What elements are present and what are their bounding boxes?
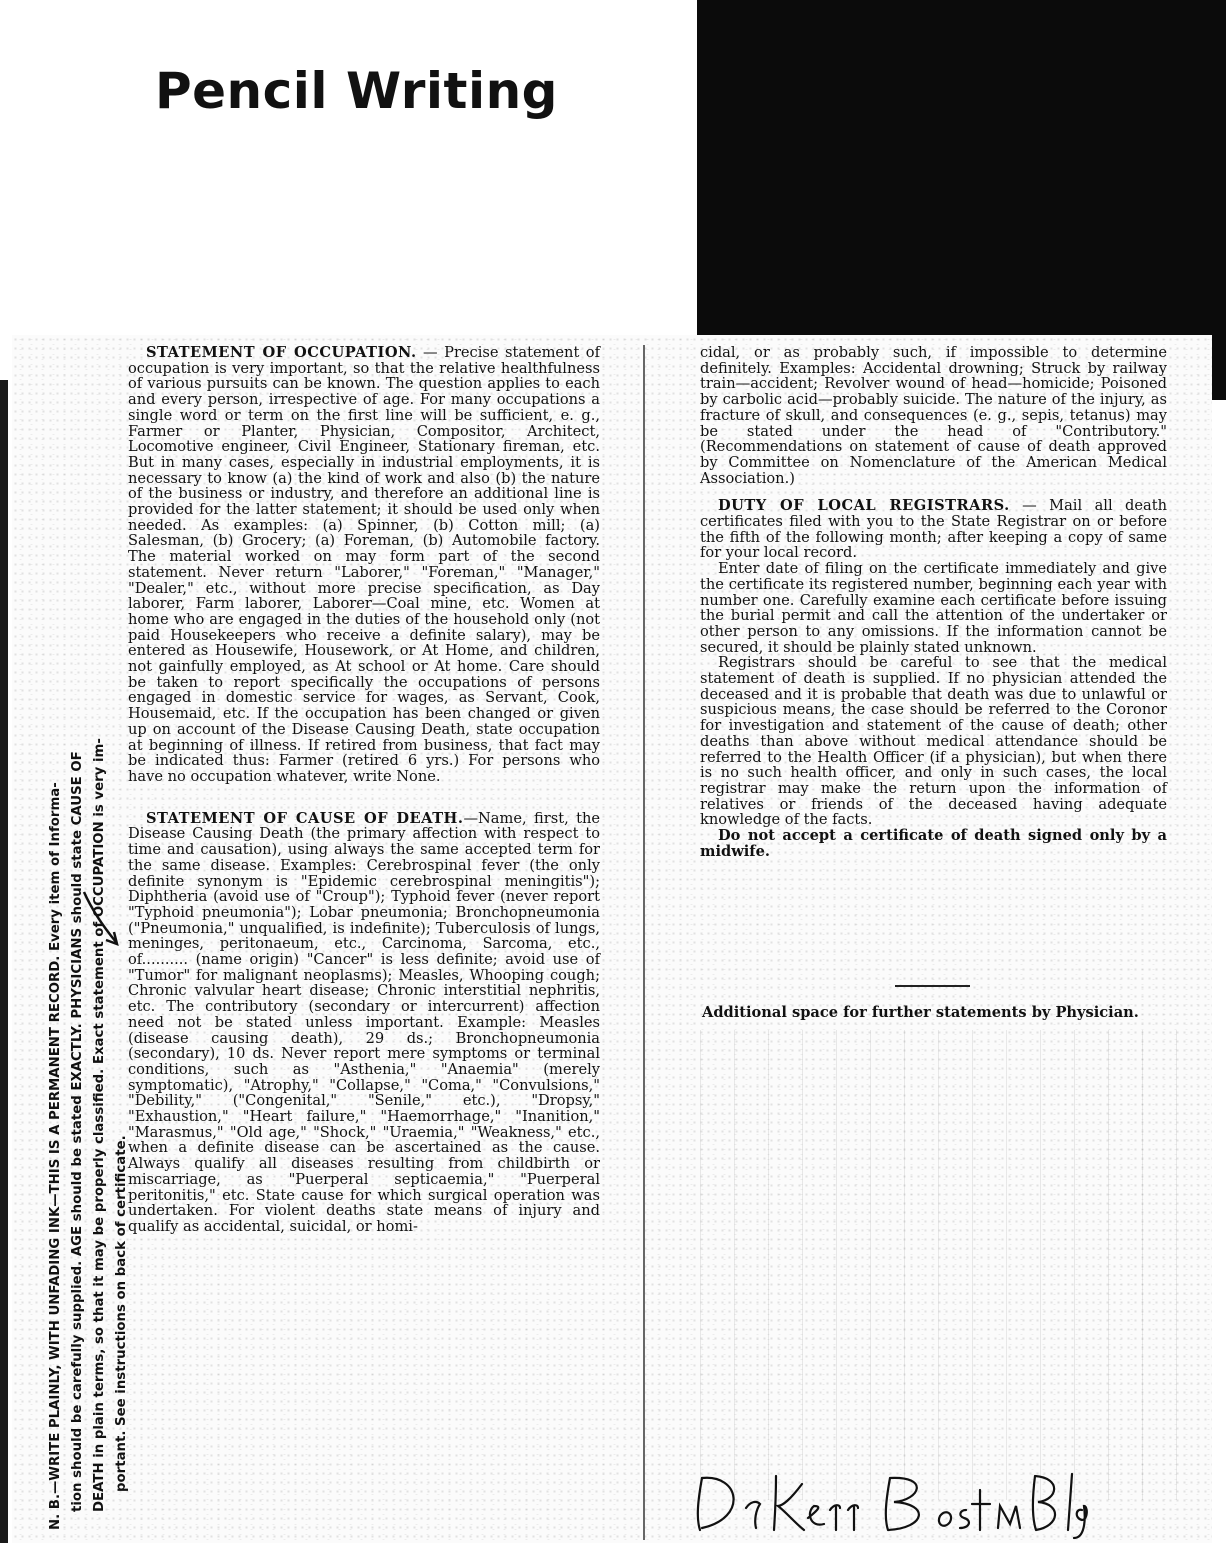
cause-body: —Name, first, the Disease Causing Death (the primary affection with respect to time and causation), using always the same accepted term for the same disease. Examples: Cerebrospinal fever (the only definite synonym is "Epidemic cerebrospinal meningitis"); Diphtheria (avoid use of "Croup"); Typhoid fever (never report "Typhoid pneumonia"); Lobar pneumonia; Bronchopneumonia ("Pneumonia," unqualified, is indefinite); Tuberculosis of lungs, meninges, peritonaeum, etc., Carcinoma, Sarcoma, etc., of.......... (name origin) "Cancer" is less definite; avoid use of "Tumor" for malignant neoplasms); Measles, Whooping cough; Chronic valvular heart disease; Chronic interstitial nephritis, etc. The contributory (secondary or intercurrent) affection need not be stated unless important. Example: Measles (disease causing death), 29 ds.; Bronchopneumonia (secondary), 10 ds. Never report mere symptoms or terminal conditions, such as "Asthenia," "Anaemia" (merely symptomatic), "Atrophy," "Collapse," "Coma," "Convulsions," "Debility," ("Congenital," "Senile," etc.), "Dropsy," "Exhaustion," "Heart failure," "Haemorrhage," "Inanition," "Marasmus," "Old age," "Shock," "Uraemia," "Weakness," etc., when a definite disease can be ascertained as the cause. Always qualify all diseases resulting from childbirth or miscarriage, as "Puerperal septicaemia," "Puerperal peritonitis," etc. State cause for which surgical operation was undertaken. For violent deaths state means of injury and qualify as accidental, suicidal, or homi- [128, 809, 601, 1235]
registrars-para-3: Registrars should be careful to see that the medical statement of death is supplied. If no physician attended the deceased and it is probable that death was due to unlawful or suspicious means, the case should be referred to the Coronor for investigation and statement of the cause of death; other deaths than above without medical attendance should be referred to the Health Officer (if a physician), but when there is no such health officer, and only in such cases, the local registrar may make the return upon the information of relatives or friends of the deceased having adequate knowledge of the facts. [700, 654, 1167, 829]
occupation-body: — Precise statement of occupation is very important, so that the relative healthfulness of various pursuits can be known. The question applies to each and every person, irrespective of age. For many occupations a single word or term on the first line will be sufficient, e. g., Farmer or Planter, Physician, Compositor, Architect, Locomotive engineer, Civil Engineer, Stationary fireman, etc. But in many cases, especially in industrial employments, it is necessary to know (a) the kind of work and also (b) the nature of the business or industry, and therefore an additional line is provided for the latter statement; it should be used only when needed. As examples: (a) Spinner, (b) Cotton mill; (a) Salesman, (b) Grocery; (a) Foreman, (b) Automobile factory. The material worked on may form part of the second statement. Never return "Laborer," "Foreman," "Manager," "Dealer," etc., without more precise specification, as Day laborer, Farm laborer, Laborer—Coal mine, etc. Women at home who are engaged in the duties of the household only (not paid Housekeepers who receive a definite salary), may be entered as Housewife, Housework, or At Home, and children, not gainfully employed, as At school or At home. Care should be taken to report specifically the occupations of persons engaged in domestic service for wages, as Servant, Cook, Housemaid, etc. If the occupation has been changed or given up on account of the Disease Causing Death, state occupation at beginning of illness. If retired from business, that fact may be indicated thus: Farmer (retired 6 yrs.) For persons who have no occupation whatever, write None. [128, 344, 600, 785]
pencil-writing-title: Pencil Writing [155, 62, 558, 120]
cause-section [128, 811, 600, 1235]
registrars-body: — Mail all death certificates filed with you to the State Registrar on or before the fifth of the following month; after keeping a copy of same for your local record. [700, 497, 1167, 562]
occupation-section [128, 345, 600, 785]
column-divider [643, 345, 645, 1540]
left-column [128, 345, 600, 1235]
handwritten-signature [690, 1460, 1090, 1540]
cause-continued: cidal, or as probably such, if impossible to determine definitely. Examples: Accidental drowning; Struck by railway train—accident; Revolver wound of head—homicide; Poisoned by carbolic acid—probably suicide. The nature of the injury, as fracture of skull, and consequences (e. g., sepis, tetanus) may be stated under the head of "Contributory." (Recommendations on statement of cause of death approved by Committee on Nomenclature of the American Medical Association.) [700, 344, 1167, 487]
registrars-section [700, 498, 1167, 561]
side-line-4: portant. See instructions on back of certificate. [114, 1135, 129, 1492]
side-instructions [45, 380, 133, 1530]
side-line-2: tion should be carefully supplied. AGE should be stated EXACTLY. PHYSICIANS should state CAUSE OF [70, 751, 85, 1512]
registrars-para-4: Do not accept a certificate of death signed only by a midwife. [700, 827, 1167, 860]
occupation-heading: STATEMENT OF OCCUPATION. [146, 344, 417, 361]
side-line-3: DEATH in plain terms, so that it may be properly classified. Exact statement of OCCUPATION is very im- [92, 738, 107, 1512]
pencil-arrow-icon [82, 890, 122, 950]
section-divider [895, 985, 970, 987]
right-column [700, 345, 1167, 860]
side-line-1: N. B.—WRITE PLAINLY, WITH UNFADING INK—THIS IS A PERMANENT RECORD. Every item of Informa- [48, 782, 63, 1530]
scan-left-edge [0, 380, 8, 1543]
cause-heading: STATEMENT OF CAUSE OF DEATH. [146, 809, 464, 827]
additional-space-label: Additional space for further statements by Physician. [702, 1004, 1139, 1021]
faded-form-area [700, 1030, 1200, 1500]
registrars-para-2: Enter date of filing on the certificate immediately and give the certificate its registered number, beginning each year with number one. Carefully examine each certificate before issuing the burial permit and call the attention of the undertaker or other person to any omissions. If the information cannot be secured, it should be plainly stated unknown. [700, 560, 1167, 656]
registrars-heading: DUTY OF LOCAL REGISTRARS. [718, 497, 1010, 515]
scan-black-corner [697, 0, 1226, 335]
